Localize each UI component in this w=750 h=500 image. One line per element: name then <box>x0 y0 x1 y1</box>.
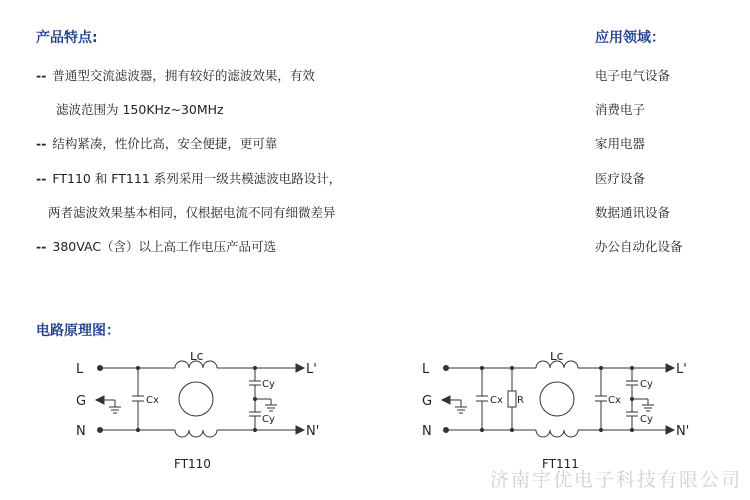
feature-text: 结构紧凑，性价比高，安全便捷，更可靠 <box>52 136 278 151</box>
feature-line-2 <box>56 100 224 118</box>
ft110-schematic <box>72 352 332 456</box>
cy-label-bottom: Cy <box>640 414 653 425</box>
circuit-heading: 电路原理图： <box>36 323 120 339</box>
cx-label-input: Cx <box>490 395 503 406</box>
feature-bullet: -- <box>36 239 47 254</box>
application-item: 数据通讯设备 <box>595 205 671 220</box>
cy-label-bottom: Cy <box>262 414 275 425</box>
feature-bullet: -- <box>36 68 47 83</box>
application-item: 医疗设备 <box>595 171 646 186</box>
ft111-schematic <box>418 352 698 456</box>
feature-text: 380VAC（含）以上高工作电压产品可选 <box>52 239 277 254</box>
feature-line-5 <box>48 203 336 221</box>
feature-text: 滤波范围为 150KHz~30MHz <box>56 102 224 117</box>
terminal-N-out-label: N' <box>676 424 690 439</box>
application-item: 消费电子 <box>595 102 646 117</box>
inductor-label: Lc <box>190 352 204 363</box>
terminal-N-label: N <box>422 424 432 439</box>
feature-line-3 <box>36 134 277 152</box>
terminal-L-out-label: L' <box>676 362 687 377</box>
inductor-label: Lc <box>550 352 564 363</box>
ft110-caption: FT110 <box>174 457 211 471</box>
resistor-label: R <box>517 395 524 406</box>
feature-text: FT110 和 FT111 系列采用一级共模滤波电路设计， <box>52 171 342 186</box>
feature-line-6 <box>36 237 276 255</box>
feature-line-1 <box>36 66 315 84</box>
feature-text: 普通型交流滤波器，拥有较好的滤波效果，有效 <box>52 68 315 83</box>
cx-label: Cx <box>146 395 159 406</box>
ft111-caption: FT111 <box>542 457 579 471</box>
applications-heading: 应用领域： <box>595 30 665 46</box>
features-heading: 产品特点: <box>36 30 98 46</box>
feature-line-4 <box>36 169 341 187</box>
terminal-L-label: L <box>76 362 84 377</box>
terminal-N-label: N <box>76 424 86 439</box>
cy-label-top: Cy <box>640 379 653 390</box>
cx-label-output: Cx <box>608 395 621 406</box>
application-item: 电子电气设备 <box>595 68 671 83</box>
terminal-L-out-label: L' <box>306 362 317 377</box>
application-item: 家用电器 <box>595 136 646 151</box>
terminal-L-label: L <box>422 362 430 377</box>
feature-text: 两者滤波效果基本相同，仅根据电流不同有细微差异 <box>48 205 336 220</box>
feature-bullet: -- <box>36 136 47 151</box>
feature-bullet: -- <box>36 171 47 186</box>
terminal-N-out-label: N' <box>306 424 320 439</box>
company-watermark: 济南宇优电子科技有限公司 <box>489 469 742 491</box>
application-item: 办公自动化设备 <box>595 239 683 254</box>
cy-label-top: Cy <box>262 379 275 390</box>
terminal-G-label: G <box>422 394 433 409</box>
terminal-G-label: G <box>76 394 87 409</box>
